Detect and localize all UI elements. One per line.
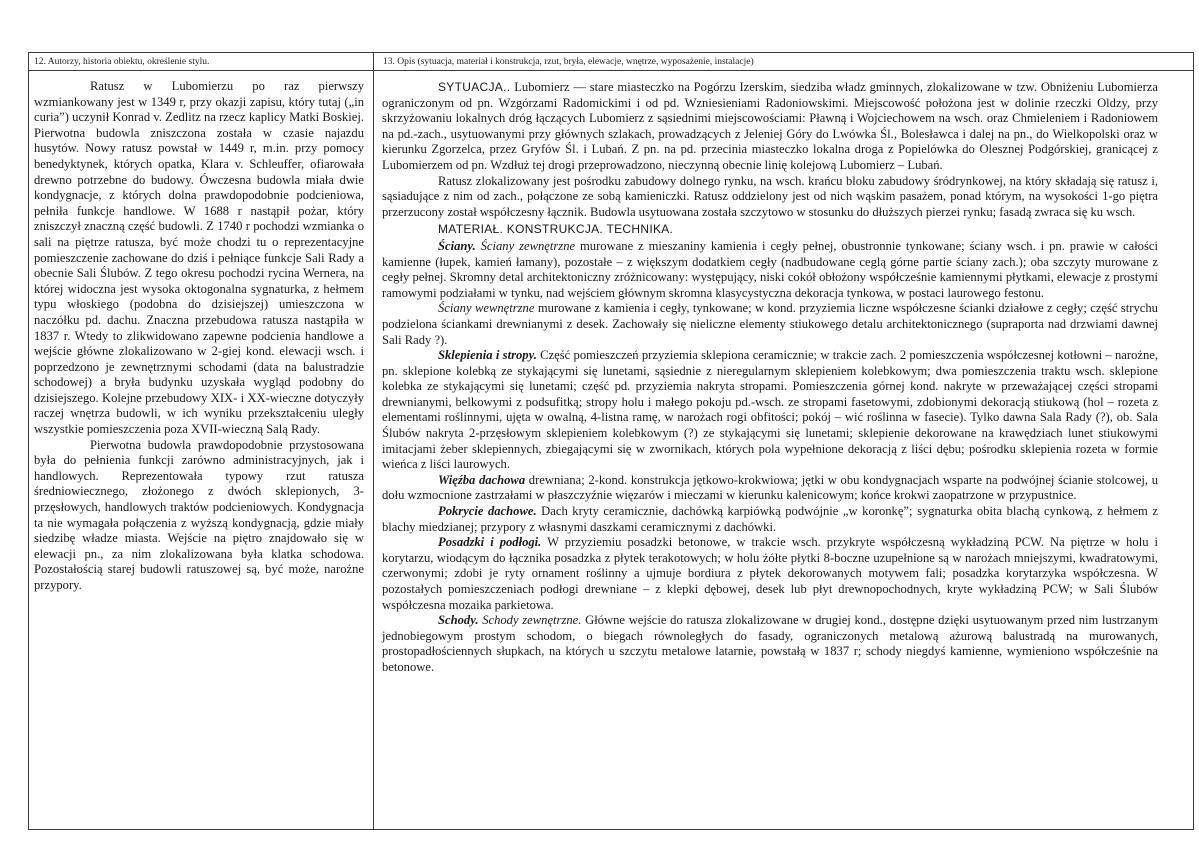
- column-divider: [373, 52, 374, 830]
- walls-ext-label: Ściany zewnętrzne: [480, 238, 576, 253]
- history-paragraph-1: Ratusz w Lubomierzu po raz pierwszy wzmiankowany jest w 1349 r, przy okazji zapisu, który tutaj („in curia”) uczynił Konrad v. Zedlitz na rzecz kaplicy Matki Boskiej. Pierwotna budowla zniszczona została w czasie najazdu husytów. Nowy ratusz powstał w 1449 r, m.in. przy pomocy benedyktynek, których opatka, Klara v. Schleuffer, ofiarowała drewno potrzebne do budowy. Ówczesna budowla miała dwie kondygnacje, z których dolna prawdopodobnie podcieniowa, pełniła funkcje handlowe. W 1688 r nastąpił pożar, który zniszczył znaczną część budowli. Z 1740 r pochodzi wzmianka o sali na piętrze ratusza, być może chodzi tu o reprezentacyjne pomieszczenie zachowane do dziś i pełniące funkcje Sali Rady a obecnie Sali Ślubów. Z tego okresu pochodzi rycina Wernera, na której widoczna jest wysoka oktogonalna sygnaturka, z hełmem typu włoskiego (podobna do dzisiejszej) umieszczona w naczółku pd. dachu. Znaczna przebudowa ratusza nastąpiła w 1837 r. Wtedy to zlikwidowano zapewne podcienia handlowe a wejście główne zlokalizowano w 2-giej kond. elewacji wsch. i poprzedzono je zewnętrznymi schodami (data na balustradzie schodowej) a bryła budynku uzyskała wygląd podobny do dzisiejszego. Kolejne przebudowy XIX- i XX-wieczne dotyczyły raczej wnętrza budowli, w ich wyniku przekształceniu uległy wszystkie pomieszczenia poza XVII-wieczną Salą Rady.: [34, 79, 364, 437]
- vaults-text: Część pomieszczeń przyziemia sklepiona ceramicznie; w trakcie zach. 2 pomieszczenia współczesnej kotłowni – narożne, pn. sklepione kolebką ze stykającymi się lunetami, sąsiednie z nieregularnym sklepieniem kolebkowym; dwa pomieszczenia traktu wsch. sklepione kolebka ze stykającymi się lunetami; część pd. przyziemia nakryta stropami. Pomieszczenia górnej kond. nakryte w przeważającej części stropami drewnianymi, belkowymi z podsufitką; stropy holu i małego pokoju pd.-wsch. ze stropami fasetowymi, zdobionymi dekoracją stiukową (hol – rozeta z elementami roślinnymi, ujęta w owalną, 4-listna ramę, w narożach rogi obfitości; pokój – wić roślinna w fasecie). Tylko dawna Sala Rady (?), ob. Sala Ślubów nakryta 2-przęsłowym sklepieniem kolebkowym (?) ze stykającymi się lunetami; sklepienie dekorowane na krawędziach lunet stiukowymi imitacjami żeber sklepiennych, zbiegającymi się w zwornikach, których pola wypełnione dekoracją z liści dębu; pośrodku sklepienia rozeta w formie wieńca z liści laurowych.: [382, 348, 1158, 472]
- floors-label: Posadzki i podłogi.: [438, 535, 542, 550]
- stairs-text: Główne wejście do ratusza zlokalizowane w drugiej kond., dostępne dzięki usytuowanym przed nim lustrzanym jednobiegowym prostym schodom, o biegach równoległych do fasady, ograniczonych metalową ażurową balustradą na murowanych, prostopadłościennych słupkach, na których u szczytu metalowe latarnie, powstałą w 1837 r; schody niegdyś kamienne, wymieniono współcześnie na betonowe.: [382, 613, 1158, 674]
- roof-text: Dach kryty ceramicznie, dachówką karpiówką podwójnie „w koronkę”; sygnaturka obita blachą cynkową, z hełmem z blachy miedzianej; przypory z własnymi daszkami ceramicznymi z dachówki.: [382, 504, 1158, 534]
- stairs-label: Schody.: [438, 613, 479, 628]
- situation-paragraph-2: Ratusz zlokalizowany jest pośrodku zabudowy dolnego rynku, na wsch. krańcu bloku zabudowy śródrynkowej, na który składają się ratusz i, sąsiadujące z nim od zach., połączone ze sobą kamieniczki. Ratusz oddzielony jest od nich wąskim pasażem, ponad którym, na wysokości 1-go piętra przerzucony został współczesny łącznik. Budowla usytuowana została szczytowo w stosunku do dłuższych pierzei rynku; fasadą zwraca się ku wsch.: [382, 173, 1158, 219]
- situation-label: SYTUACJA..: [438, 80, 511, 94]
- section-13-header: 13. Opis (sytuacja, materiał i konstrukcja, rzut, bryła, elewacje, wnętrze, wyposażenie, instalacje): [383, 57, 754, 67]
- material-section-title: MATERIAŁ. KONSTRUKCJA. TECHNIKA.: [438, 222, 674, 237]
- walls-label: Ściany.: [438, 238, 476, 253]
- history-column: [34, 79, 364, 594]
- walls-int-paragraph: [382, 301, 1158, 348]
- description-column: [382, 80, 1158, 676]
- stairs-paragraph: [382, 613, 1158, 675]
- walls-paragraph: [382, 239, 1158, 301]
- vaults-label: Sklepienia i stropy.: [438, 348, 537, 363]
- floors-paragraph: [382, 535, 1158, 613]
- roof-label: Pokrycie dachowe.: [438, 504, 537, 519]
- section-12-header: 12. Autorzy, historia obiektu, określenie stylu.: [34, 57, 210, 67]
- floors-text: W przyziemiu posadzki betonowe, w trakcie wsch. przykryte współczesną wykładziną PCW. Na piętrze w holu i korytarzu, wiodącym do łącznika posadzka z płytek terakotowych; w holu żółte płytki 8-boczne uzupełnione są w narożach mniejszymi, kwadratowymi, czerwonymi; zdobi je ryty ornament roślinny a ujmuje bordiura z płytek dekorowanych motywem fali; posadzka korytarzyka współczesna. W pozostałych pomieszczeniach podłogi drewniane – z klepki dębowej, desek lub płyt drewnopochodnych, kryte wykładziną PCW; w Sali Ślubów współczesna mozaika parkietowa.: [382, 535, 1159, 612]
- walls-int-label: Ściany wewnętrzne: [438, 301, 535, 316]
- situation-text: Lubomierz — stare miasteczko na Pogórzu Izerskim, siedziba władz gminnych, zlokalizowane w tzw. Obniżeniu Lubomierza ograniczonym od pn. Wzgórzami Radomickimi i od pd. Wzniesieniami Radoniowskimi. Miejscowość położona jest w dolinie rzeczki Oldzy, przy skrzyżowaniu lokalnych dróg łączących Lubomierz z sąsiednimi miejscowościami: Pławną i Wojciechowem na wsch. oraz Chmieleniem i Radoniowem na pd.-zach., usytuowanymi przy głównych szlakach, prowadzących z Jeleniej Góry do Lwówka Śl., Bolesławca i dalej na pn., do Wielkopolski oraz w kierunku Zgorzelca, przez Gryfów Śl. i Lubań. Z pn. na pd. przecinia miasteczko lokalna droga z Popielówka do Olesznej Podgórskiej, granicącej z Lubomierzem od pn. Wzdłuż tej drogi przeprowadzono, nieczynną obecnie linię kolejową Lubomierz – Lubań.: [382, 80, 1158, 172]
- truss-label: Więźba dachowa: [438, 472, 526, 487]
- truss-paragraph: [382, 473, 1158, 504]
- truss-text: drewniana; 2-kond. konstrukcja jętkowo-krokwiowa; jętki w obu kondygnacjach wsparte na podwójnej ścianie stolcowej, u dołu wzmocnione zastrzałami w płaszczyźnie więzarów i mieczami w kierunku kalenicowym; końce krokwi zaopatrzone w przypustnice.: [382, 472, 1158, 503]
- header-rule-left: [28, 70, 373, 71]
- walls-ext-text: murowane z mieszaniny kamienia i cegły pełnej, obustronnie tynkowane; ściany wsch. i pn. prawie w całości kamienne (łupek, kamień łamany), pozostałe – z większym dodatkiem cegły (nadbudowane ceglą górne partie ściany zach.); oba szczyty murowane z cegły pełnej. Skromny detal architektoniczny zróżnicowany: występujący, niski cokół obłożony współcześnie kamiennymi płytkami, elewacje z prostymi ramowymi podziałami w tynku, nad wejściem głównym skromna klasycystyczna dekoracja tynkowa, w postaci laurowego festonu.: [382, 238, 1158, 300]
- header-rule-right: [373, 70, 1194, 71]
- walls-int-text: murowane z kamienia i cegły, tynkowane; w kond. przyziemia liczne współczesne ścianki działowe z cegły; część strychu podzielona ściankami drewnianymi z desek. Zachowały się nieliczne elementy stiukowego detalu architektonicznego (supraporta nad drzwiami dawnej Sali Rady ?).: [382, 301, 1158, 347]
- vaults-paragraph: [382, 348, 1158, 473]
- stairs-ext-label: Schody zewnętrzne.: [482, 613, 582, 628]
- history-paragraph-2: Pierwotna budowla prawdopodobnie przystosowana była do pełnienia funkcji zarówno administracyjnych, jak i handlowych. Reprezentowała typowy rzut ratusza średniowiecznego, złożonego z dwóch sklepionych, 3-przęsłowych, handlowych traktów podcieniowych. Kondygnacja ta nie wymagała połączenia z wyższą kondygnacją, gdzie miały siedzibę władze miasta. Wejście na piętro znajdowało się w elewacji pn., za nim zlokalizowana była klatka schodowa. Pozostałością starej budowli ratuszowej są, być może, narożne przypory.: [34, 437, 364, 592]
- situation-paragraph: [382, 80, 1158, 174]
- roof-paragraph: [382, 504, 1158, 535]
